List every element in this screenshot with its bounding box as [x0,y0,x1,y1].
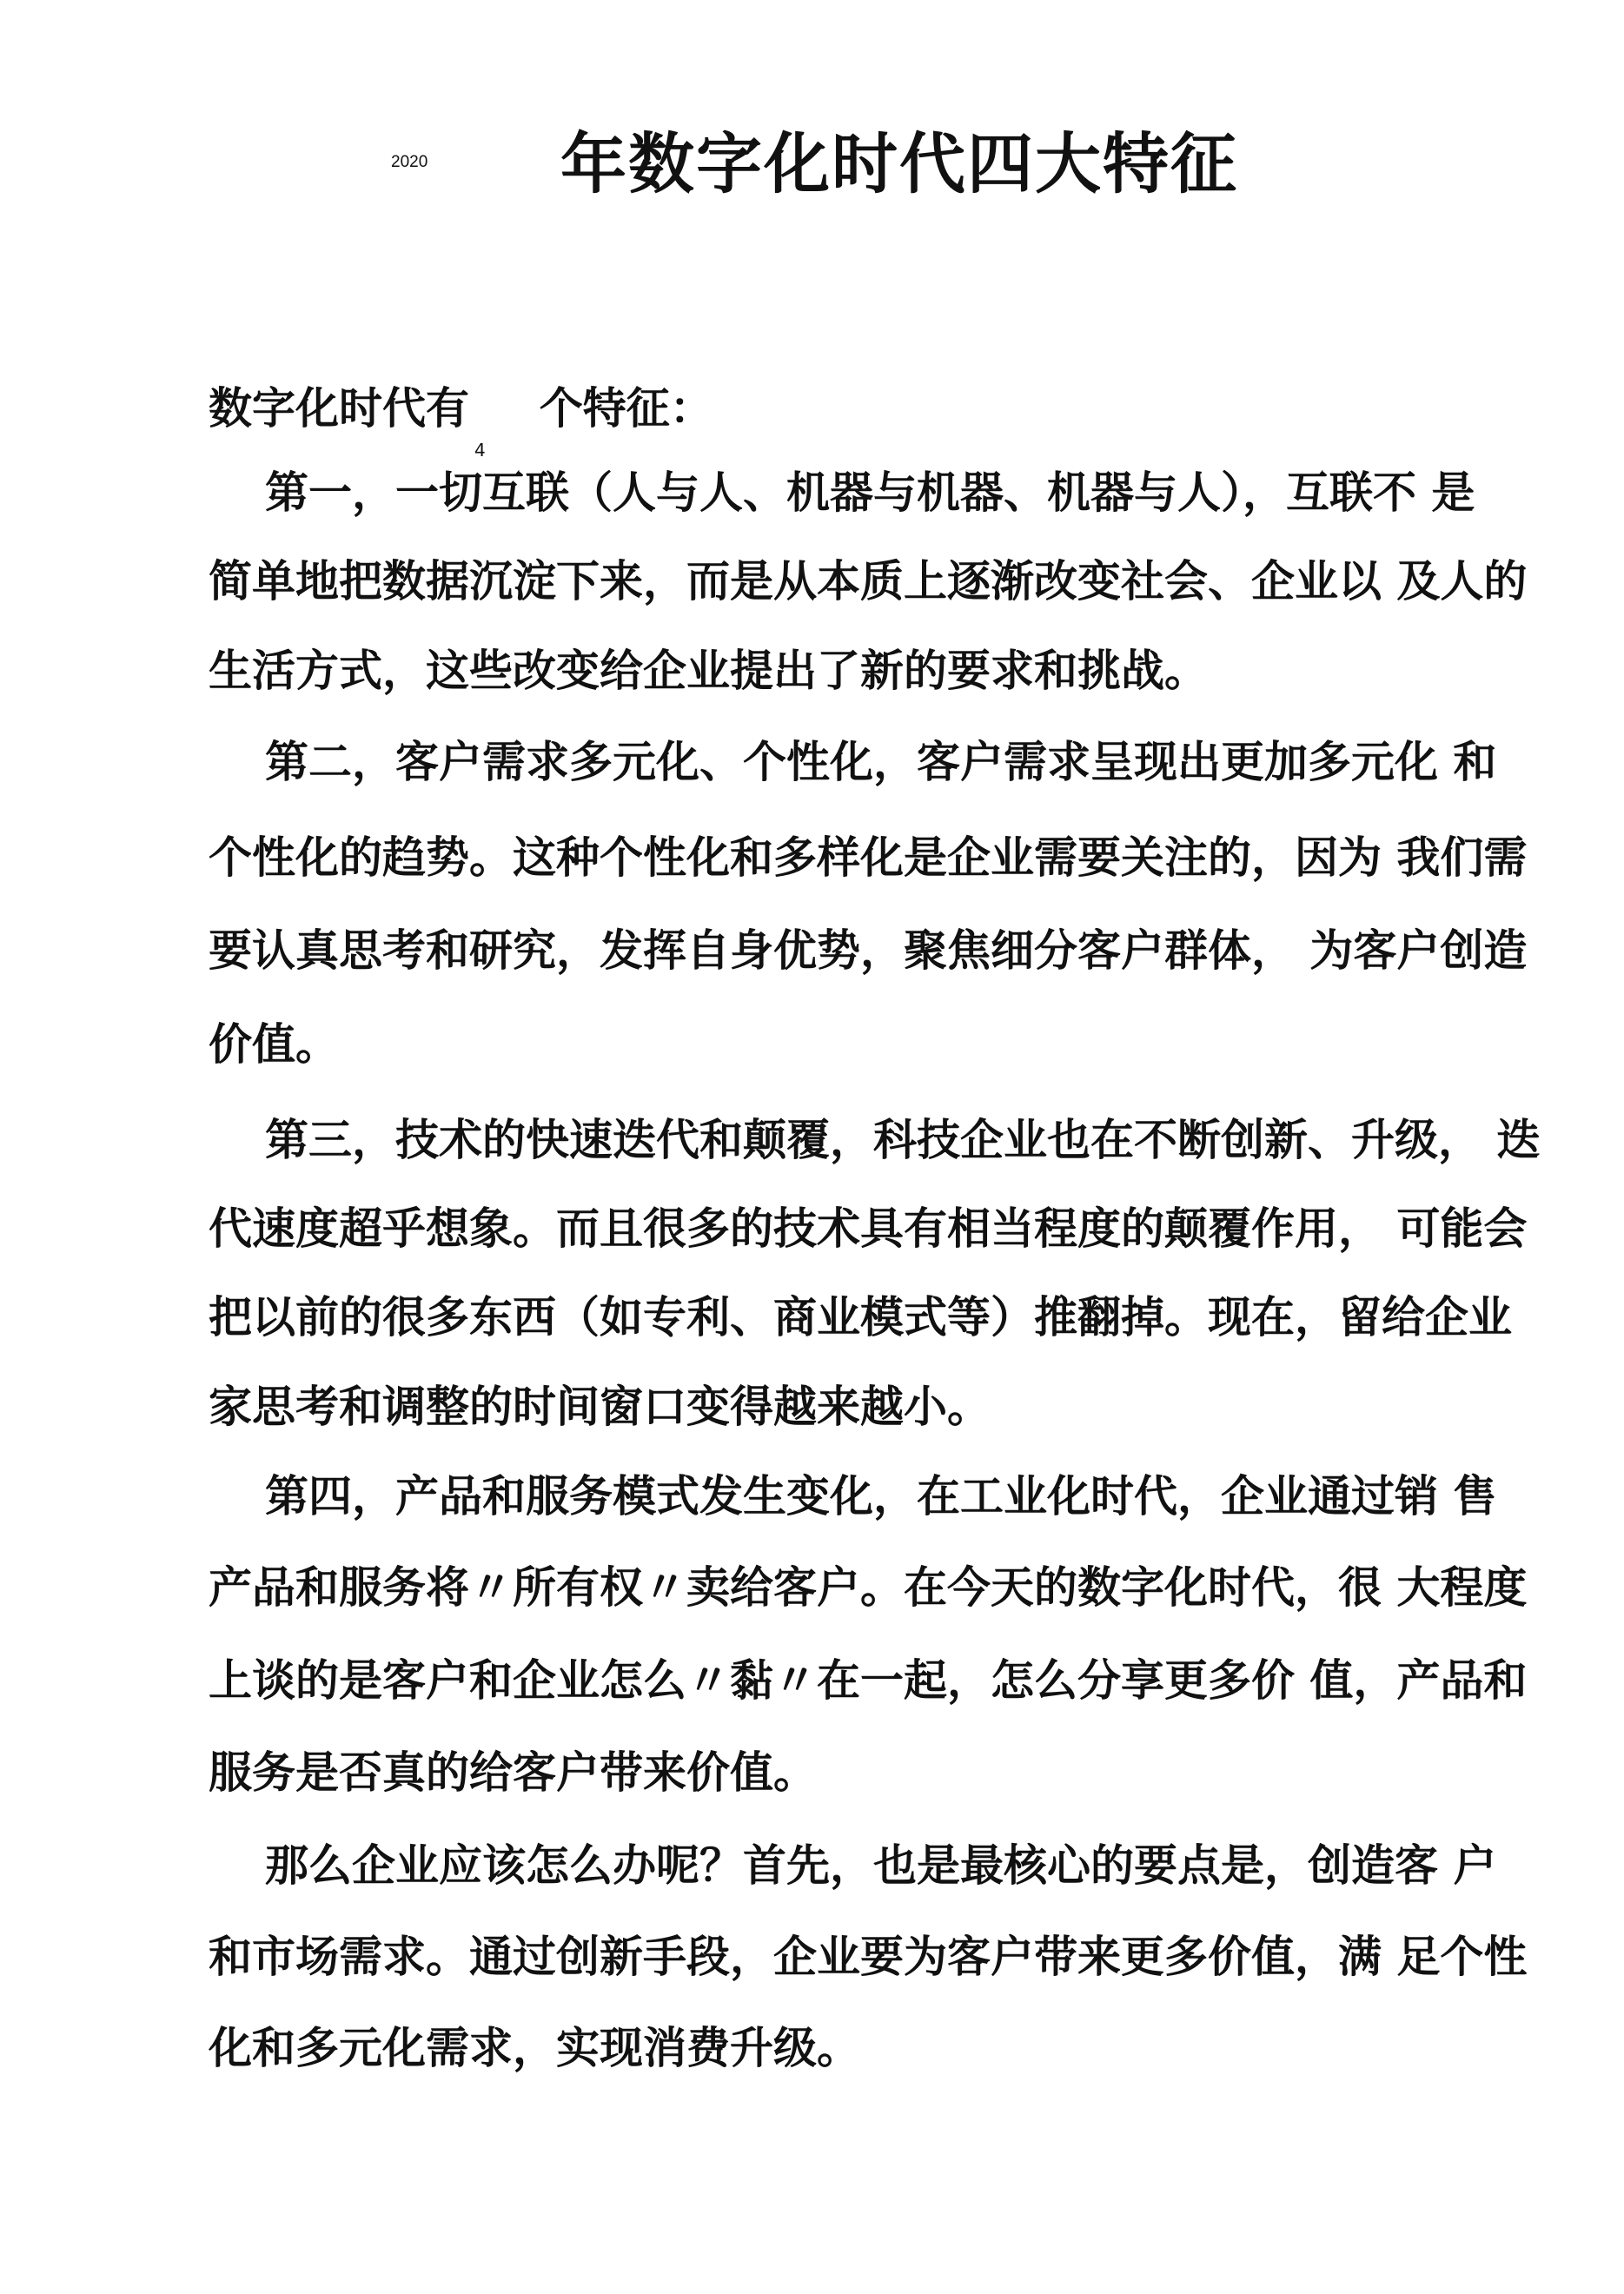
paragraph-1-line-2: 简单地把数据沉淀下来，而是从本质上逐渐改变社会、企业以 及人的 [209,556,1528,607]
paragraph-2-line-4: 价值。 [209,1019,339,1070]
paragraph-1-line-1: 第一，一切互联（人与人、机器与机器、机器与人），互联不 是 [265,467,1475,518]
paragraph-2-line-2: 个性化的趋势。这种个性化和多样化是企业需要关注的，因为 我们需 [209,832,1528,883]
intro-line [209,374,713,461]
paragraph-5-line-1: 那么企业应该怎么办呢？首先，也是最核心的要点是，创造客 户 [265,1840,1497,1891]
paragraph-1-line-3: 生活方式，这些改变给企业提出了新的要求和挑战。 [209,646,1208,696]
paragraph-5-line-3: 化和多元化需求，实现消费升级。 [209,2023,860,2073]
paragraph-4-line-2: 产品和服务将〃所有权〃卖给客户。在今天的数字化时代，很 大程度 [209,1562,1528,1613]
intro-text-after: 个特征： [539,383,713,434]
paragraph-4-line-4: 服务是否真的给客户带来价值。 [209,1747,817,1798]
paragraph-2-line-3: 要认真思考和研究，发挥自身优势，聚焦细分客户群体， 为客户创造 [209,925,1528,976]
paragraph-3-line-1: 第三，技术的快速迭代和颠覆，科技企业也在不断创新、升级， 迭 [265,1115,1541,1165]
intro-number: 4 [474,440,486,461]
title-year: 2020 [391,153,428,171]
paragraph-5-line-2: 和市场需求。通过创新手段，企业要为客户带来更多价值，满 足个性 [209,1932,1528,1982]
paragraph-3-line-2: 代速度超乎想象。而且很多的技术具有相当程度的颠覆作用， 可能会 [209,1203,1528,1254]
paragraph-4-line-3: 上谈的是客户和企业怎么〃黏〃在一起，怎么分享更多价 值，产品和 [209,1655,1528,1706]
page-title: 年数字化时代四大特征 [560,125,1238,202]
paragraph-2-line-1: 第二，客户需求多元化、个性化，客户需求呈现出更加多元化 和 [265,737,1497,787]
paragraph-3-line-4: 家思考和调整的时间窗口变得越来越小。 [209,1382,991,1432]
paragraph-4-line-1: 第四，产品和服务模式发生变化，在工业化时代，企业通过销 售 [265,1471,1497,1522]
paragraph-3-line-3: 把以前的很多东西（如专利、商业模式等）推翻掉。现在，留给企业 [209,1292,1512,1343]
intro-text-before: 数字化时代有 [209,383,469,434]
